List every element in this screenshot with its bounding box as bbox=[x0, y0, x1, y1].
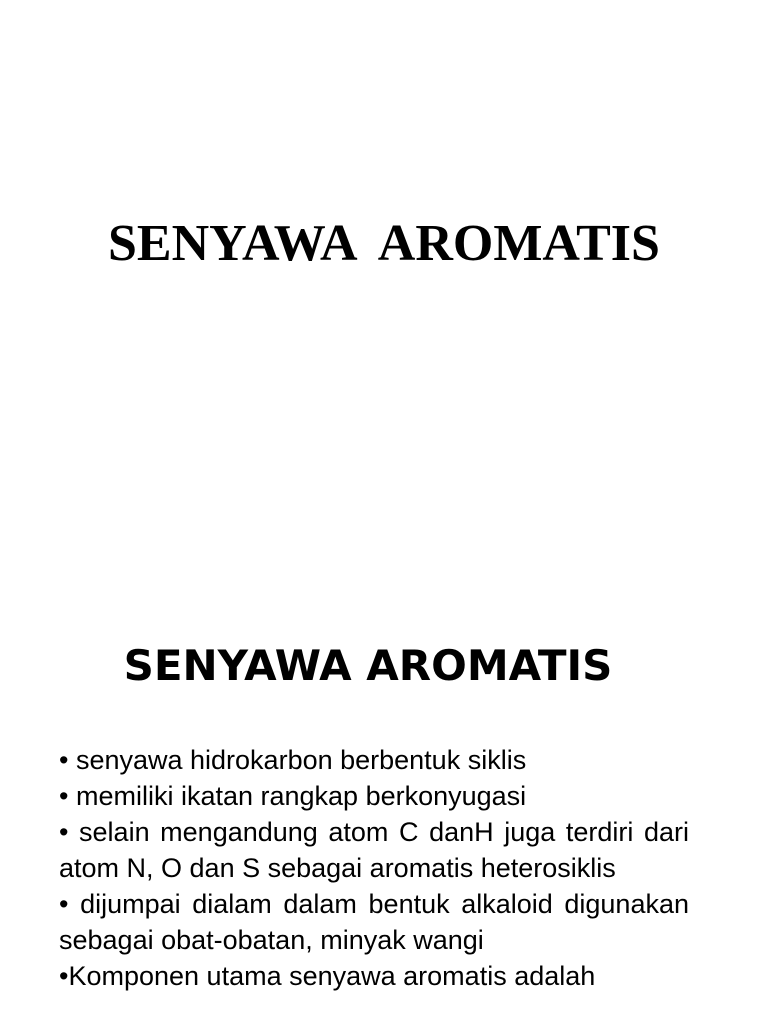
bullet-list bbox=[59, 742, 689, 994]
bullet-item: •Komponen utama senyawa aromatis adalah bbox=[59, 961, 596, 991]
bullet-item: • selain mengandung atom C danH juga terdiri dari atom N, O dan S sebagai aromatis heterosiklis bbox=[59, 817, 689, 883]
slide-title: SENYAWA AROMATIS bbox=[108, 215, 660, 272]
bullet-item: • dijumpai dialam dalam bentuk alkaloid digunakan sebagai obat-obatan, minyak wangi bbox=[59, 889, 689, 955]
bullet-item: • memiliki ikatan rangkap berkonyugasi bbox=[59, 781, 527, 811]
content-slide-title: SENYAWA AROMATIS bbox=[123, 641, 613, 690]
content-slide bbox=[0, 576, 768, 1024]
bullet-item: • senyawa hidrokarbon berbentuk siklis bbox=[59, 745, 527, 775]
